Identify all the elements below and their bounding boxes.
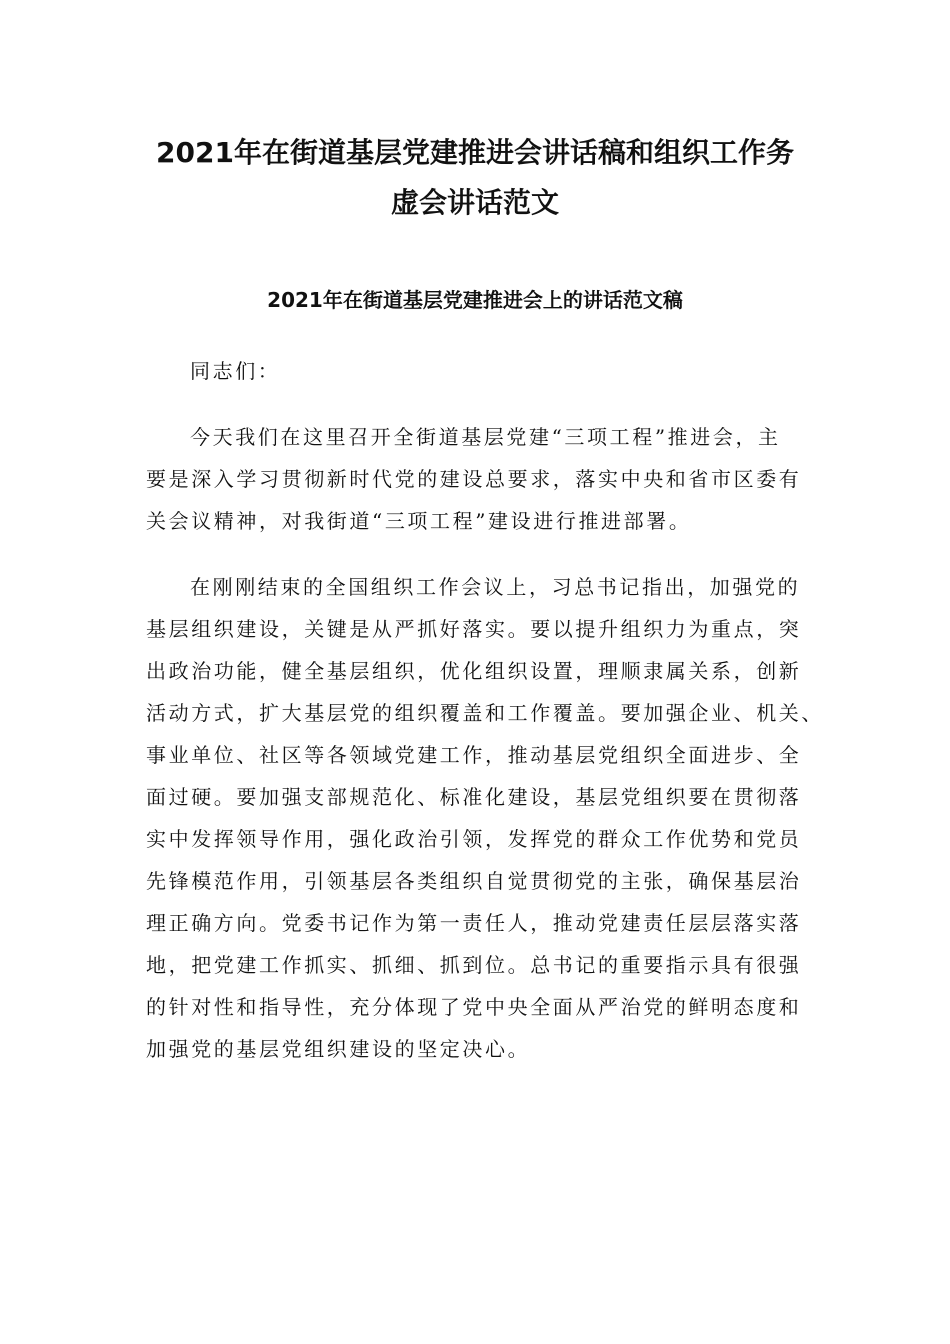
paragraph-2-line: 的针对性和指导性，充分体现了党中央全面从严治党的鲜明态度和 [146, 995, 802, 1019]
paragraph-2-line: 先锋模范作用，引领基层各类组织自觉贯彻党的主张，确保基层治 [146, 869, 802, 893]
salutation-text: 同志们： [190, 359, 281, 383]
paragraph-2 [146, 566, 824, 1070]
paragraph-1-line: 要是深入学习贯彻新时代党的建设总要求，落实中央和省市区委有 [146, 467, 802, 491]
paragraph-2-line: 事业单位、社区等各领域党建工作，推动基层党组织全面进步、全 [146, 743, 802, 767]
paragraph-2-line: 出政治功能，健全基层组织，优化组织设置，理顺隶属关系，创新 [146, 659, 802, 683]
paragraph-2-line: 实中发挥领导作用，强化政治引领，发挥党的群众工作优势和党员 [146, 827, 802, 851]
paragraph-2-line: 面过硬。要加强支部规范化、标准化建设，基层党组织要在贯彻落 [146, 785, 802, 809]
paragraph-2-line: 在刚刚结束的全国组织工作会议上，习总书记指出，加强党的 [190, 575, 801, 599]
document-title-line-1: 2021年在街道基层党建推进会讲话稿和组织工作务 [156, 136, 794, 169]
paragraph-1 [146, 416, 806, 542]
paragraph-1-line: 关会议精神，对我街道“三项工程”建设进行推进部署。 [146, 509, 692, 533]
paragraph-2-line: 活动方式，扩大基层党的组织覆盖和工作覆盖。要加强企业、机关、 [146, 701, 824, 725]
paragraph-1-line: 今天我们在这里召开全街道基层党建“三项工程”推进会，主 [190, 425, 781, 449]
document-title [130, 128, 820, 228]
document-title-line-2: 虚会讲话范文 [390, 186, 559, 219]
paragraph-2-line: 理正确方向。党委书记作为第一责任人，推动党建责任层层落实落 [146, 911, 802, 935]
paragraph-2-line: 加强党的基层党组织建设的坚定决心。 [146, 1037, 531, 1061]
salutation [146, 350, 806, 392]
paragraph-2-line: 基层组织建设，关键是从严抓好落实。要以提升组织力为重点，突 [146, 617, 802, 641]
section-title: 2021年在街道基层党建推进会上的讲话范文稿 [267, 288, 683, 312]
paragraph-2-line: 地，把党建工作抓实、抓细、抓到位。总书记的重要指示具有很强 [146, 953, 802, 977]
